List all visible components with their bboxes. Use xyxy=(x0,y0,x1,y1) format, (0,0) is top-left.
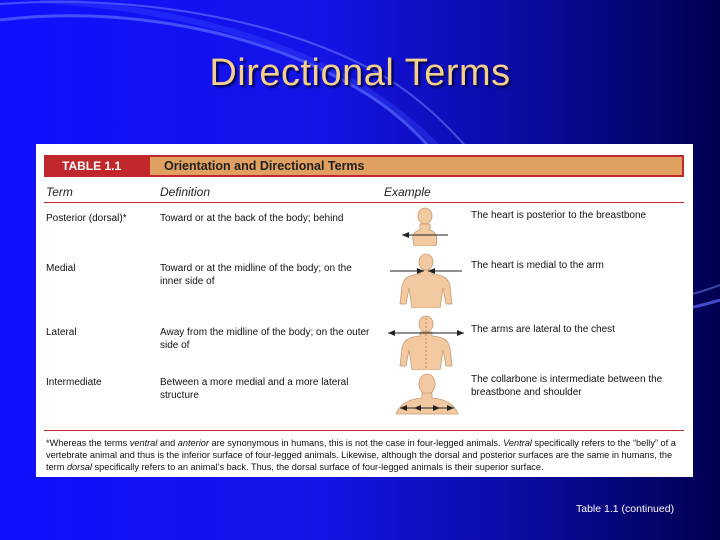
footnote-text-3: are synonymous in humans, this is not the case in four-legged animals. xyxy=(208,438,504,448)
column-header-definition: Definition xyxy=(160,185,211,199)
intermediate-figure-icon xyxy=(392,372,462,416)
row-1-definition: Toward or at the back of the body; behind xyxy=(160,213,344,224)
slide-caption: Table 1.1 (continued) xyxy=(576,503,675,515)
table-header-bar xyxy=(44,155,684,177)
footnote-text-4: specifically refers to the “belly” of a vertebrate animal and thus is the inferior surface of four-legged animals. Likewise, although the dorsal and posterior surfaces are the same in humans, the term xyxy=(46,438,676,473)
column-header-example: Example xyxy=(384,185,431,199)
table-footnote xyxy=(46,437,686,474)
row-2-definition: Toward or at the midline of the body; on the inner side of xyxy=(160,263,352,287)
row-3-definition: Away from the midline of the body; on the outer side of xyxy=(160,327,370,351)
row-2-term: Medial xyxy=(46,263,76,274)
footnote-text-5: specifically refers to an animal’s back. Thus, the dorsal surface of four-legged animals is their superior surface. xyxy=(91,462,544,473)
row-3-example: The arms are lateral to the chest xyxy=(471,324,615,335)
table-image xyxy=(36,144,693,477)
row-2-example: The heart is medial to the arm xyxy=(471,260,604,271)
row-4-term: Intermediate xyxy=(46,377,102,388)
footnote-text-1: *Whereas the terms xyxy=(46,438,130,448)
footnote-term-ventral: ventral xyxy=(129,438,158,448)
row-4-definition: Between a more medial and a more lateral structure xyxy=(160,377,349,401)
table-number: TABLE 1.1 xyxy=(46,157,150,175)
row-4-example: The collarbone is intermediate between the breastbone and shoulder xyxy=(471,374,663,398)
lateral-figure-icon xyxy=(386,314,466,370)
column-header-term: Term xyxy=(46,185,73,199)
header-divider xyxy=(44,202,684,203)
table-title: Orientation and Directional Terms xyxy=(164,159,365,173)
medial-figure-icon xyxy=(386,252,466,308)
row-3-term: Lateral xyxy=(46,327,77,338)
posterior-figure-icon xyxy=(400,206,460,246)
footnote-term-anterior: anterior xyxy=(177,438,209,448)
footnote-text-2: and xyxy=(157,438,178,448)
row-1-example: The heart is posterior to the breastbone xyxy=(471,210,647,221)
slide-title: Directional Terms xyxy=(209,52,511,94)
footnote-term-dorsal: dorsal xyxy=(66,462,92,473)
footnote-term-ventral-2: Ventral xyxy=(503,438,532,448)
footnote-divider xyxy=(44,430,684,431)
row-1-term: Posterior (dorsal)* xyxy=(46,213,127,224)
